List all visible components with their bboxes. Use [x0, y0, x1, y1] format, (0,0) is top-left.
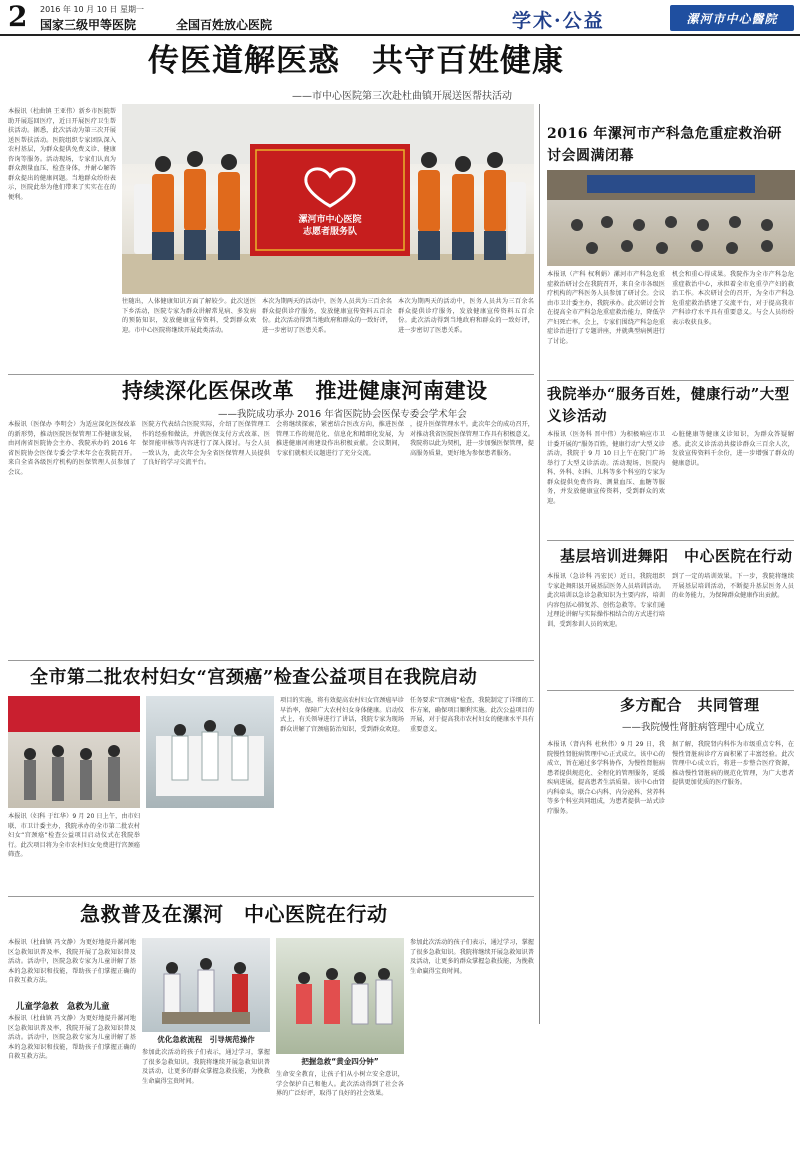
main-story-col3: 本次为期两天的活动中，医务人员共为三百余名群众提供诊疗服务，发放健康宣传资料五百余份。此次活动得到当地政府和群众的一致好评，进一步密切了医患关系。	[262, 298, 392, 334]
main-headline: 传医道解医惑 共守百姓健康	[148, 43, 564, 79]
grassroots-right-col: 到了一定的培训效果。下一步，我院将继续开展基层培训活动，不断提升基层医务人员的业务能力，为保障群众健康作出贡献。	[672, 573, 794, 599]
cervical-event-photo	[8, 696, 140, 808]
cervical-col3: 任务要求“宫颈癌”检查，我院制定了详细的工作方案，确保项目顺利实施。此次公益项目的开展，对于提高我市农村妇女的健康水平具有重要意义。	[410, 697, 534, 733]
first-aid-photo-2	[276, 938, 404, 1054]
divider	[547, 380, 794, 381]
kidney-body: 本报讯（肾内科 杜秋伟）9 月 29 日，我院慢性肾脏病管理中心正式成立。该中心的成立，旨在通过多学科协作，为慢性肾脏病患者提供规范化、全程化的管理服务，延缓疾病进展，提高患者生活质量。该中心由肾内科牵头，联合心内科、内分泌科、营养科等多个科室共同组成，为患者提供一站式诊疗服务。	[547, 741, 665, 815]
kidney-right-col: 据了解，我院肾内科作为市级重点专科，在慢性肾脏病诊疗方面积累了丰富经验。此次管理中心成立后，将进一步整合医疗资源，推动慢性肾脏病的规范化管理，为广大患者提供更加优质的医疗服务。	[672, 741, 794, 786]
main-story-col1: 本报讯（杜曲镇 王亚伟）新乡市医院帮助开展巡回医疗，近日开展医疗卫生帮扶活动。据悉，此次活动为第三次开展送医帮扶活动。医院组织专家团队深入农村基层，为群众提供免费义诊、健康咨询等服务。活动现场，专家们认真为群众测量血压、检查身体，并耐心解答群众提出的健康问题。当地群众纷纷表示，医院此举为他们带来了实实在在的便利。	[8, 108, 116, 201]
service-right-col: 心脏健康等健康义诊知识，为群众答疑解惑。此次义诊活动共接诊群众三百余人次，发放宣传资料千余份，进一步增强了群众的健康意识。	[672, 431, 794, 467]
section-label: 学术·公益	[512, 10, 605, 32]
left-motto: 国家三级甲等医院	[40, 18, 137, 32]
first-aid-col1: 本报讯（杜曲镇 冯文静）为更好地提升漯河地区急救知识普及率，我院开展了急救知识普及活动。活动中，医院急救专家为儿童讲解了基本的急救知识和技能，帮助孩子们掌握正确的自救互救方法。	[8, 939, 136, 984]
cervical-screening-photo	[146, 696, 274, 808]
medicare-headline: 持续深化医保改革 推进健康河南建设	[122, 378, 488, 403]
emergency-col1: 本报讯（产科 权利娟）漯河市产科急危重症救治研讨会在我院召开，来自全市各级医疗机构的产科医务人员参加了研讨会。会议由市卫计委主办，我院承办。此次研讨会旨在提高全市产科急危重症救治能力，降低孕产妇死亡率。会上，专家们围绕产科急危重症诊治进行了专题讲座，并就典型病例进行了讨论。	[547, 271, 665, 345]
main-subtitle: ——市中心医院第三次赴杜曲镇开展送医帮扶活动	[292, 91, 512, 102]
masthead	[0, 0, 800, 36]
first-aid-col2: 参加此次活动的孩子们表示，通过学习，掌握了很多急救知识。我院将继续开展急救知识普及活动，让更多的群众掌握急救技能，为挽救生命赢得宝贵时间。	[142, 1049, 270, 1085]
first-aid-col3: 生命安全教育，让孩子们从小树立安全意识，学会保护自己和他人。此次活动得到了社会各界的广泛好评，取得了良好的社会效果。	[276, 1071, 404, 1097]
first-aid-photo-1	[142, 938, 270, 1032]
medicare-col1: 本报讯（医保办 李明会）为适应深化医保改革的新形势，推动医院医保管理工作健康发展，由河南省医院协会主办、我院承办的 2016 年省医院协会医保专委会学术年会在我院召开。来自全省各级医疗机构的医保管理人员参加了会议。	[8, 421, 136, 476]
first-aid-headline: 急救普及在漯河 中心医院在行动	[80, 902, 388, 926]
divider	[8, 896, 534, 897]
emergency-col2-body: 机会和重心得成果。我院作为全市产科急危重症救治中心，承担着全市危重孕产妇的救治工作。本次研讨会的召开，为全市产科急危重症救治搭建了交流平台，对于提高我市产科诊疗水平具有重要意义。与会人员纷纷表示收获良多。	[672, 271, 794, 326]
medicare-col2: 医院方代表结合医院实际，介绍了医保管理工作的经验和做法，并就医保支付方式改革、医保智能审核等内容进行了深入探讨。与会人员一致认为，此次年会为全省医保管理人员提供了良好的学习交流平台。	[142, 421, 270, 466]
first-aid-caption-1: 优化急救流程 引导规范操作	[157, 1035, 255, 1044]
medicare-subtitle: ——我院成功承办 2016 年省医院协会医保专委会学术年会	[218, 409, 467, 420]
main-story-col4: 本次为期两天的活动中，医务人员共为三百余名群众提供诊疗服务，发放健康宣传资料五百余份。此次活动得到当地政府和群众的一致好评，进一步密切了医患关系。	[398, 298, 534, 334]
grassroots-headline: 基层培训进舞阳 中心医院在行动	[560, 547, 793, 565]
divider	[8, 660, 534, 661]
cervical-headline: 全市第二批农村妇女“宫颈癌”检查公益项目在我院启动	[30, 667, 478, 688]
hospital-logo	[670, 5, 794, 31]
kidney-headline: 多方配合 共同管理	[620, 696, 760, 714]
service-headline: 我院举办“服务百姓，健康行动”大型义诊活动	[547, 386, 790, 425]
page-number: 2	[8, 0, 28, 33]
date-line: 2016 年 10 月 10 日 星期一	[40, 5, 144, 14]
first-aid-subhead: 儿童学急救 急救为儿童	[16, 1002, 110, 1012]
divider	[547, 540, 794, 541]
cervical-col2: 项目的实施，将有效提高农村妇女宫颈癌早诊早治率，保障广大农村妇女身体健康。启动仪式上，有关领导进行了讲话，我院专家为现场群众讲解了宫颈癌防治知识，受到群众欢迎。	[280, 697, 404, 733]
cervical-col1: 本报讯（妇科 于红华）9 月 20 日上午，由市妇联、市卫计委主办，我院承办的全市第二批农村妇女“宫颈癌”检查公益项目启动仪式在我院举行。此次项目将为全市农村妇女免费进行宫颈癌筛查。	[8, 813, 140, 858]
conference-photo	[547, 170, 795, 266]
right-column-rule	[539, 104, 540, 1024]
grassroots-body: 本报讯（急诊科 冯宏民）近日，我院组织专家赴舞阳县开展基层医务人员培训活动。此次培训以急诊急救知识为主要内容，培训内容包括心肺复苏、创伤急救等。专家们通过理论讲解与实际操作相结合的方式进行培训，受到参训人员的欢迎。	[547, 573, 665, 628]
medicare-col4: ，提升医保管理水平。此次年会的成功召开，对推动我省医院医保管理工作具有积极意义。我院将以此为契机，进一步加强医保管理，提高服务质量，更好地为参保患者服务。	[410, 421, 534, 457]
volunteer-team-photo	[122, 104, 534, 294]
first-aid-col4: 参加此次活动的孩子们表示，通过学习，掌握了很多急救知识。我院将继续开展急救知识普及活动，让更多的群众掌握急救技能，为挽救生命赢得宝贵时间。	[410, 939, 534, 975]
main-story-col2: 往随出，人体健康知识方面了解较少。此次送医下乡活动，医院专家为群众讲解常见病、多发病的预防知识，发放健康宣传资料，受到群众欢迎。市中心医院将继续开展此类活动。	[122, 298, 256, 334]
medicare-col3: 会将继续探索，紧密结合医改方向，推进医保管理工作的规范化、信息化和精细化发展，为推进健康河南建设作出积极贡献。会议期间，专家们就相关议题进行了充分交流。	[276, 421, 404, 457]
emergency-headline: 2016 年漯河市产科急危重症救治研讨会圆满闭幕	[547, 126, 782, 164]
divider	[547, 690, 794, 691]
first-aid-caption-2: 把握急救“黄金四分钟”	[301, 1057, 379, 1066]
first-aid-col1-cont: 本报讯（杜曲镇 冯文静）为更好地提升漯河地区急救知识普及率，我院开展了急救知识普及活动。活动中，医院急救专家为儿童讲解了基本的急救知识和技能，帮助孩子们掌握正确的自救互救方法。	[8, 1015, 136, 1060]
logo-text: 漯河市中心醫院	[686, 11, 778, 26]
kidney-subtitle: ——我院慢性肾脏病管理中心成立	[622, 722, 765, 733]
banner-text: 漯河市中心医院 志愿者服务队	[298, 215, 362, 237]
divider	[8, 374, 534, 375]
mid-motto: 全国百姓放心医院	[176, 18, 273, 32]
service-body: 本报讯（医务科 晋中伟）为积极响应市卫计委开展的“服务百姓，健康行动”大型义诊活动，我院于 9 月 10 日上午在院门广场举行了大型义诊活动。活动现场，医院内科、外科、妇科、儿科等多个科室的专家为群众提供免费咨询、测量血压、血糖等服务，并发放健康宣传资料，受到群众的欢迎。	[547, 431, 665, 505]
